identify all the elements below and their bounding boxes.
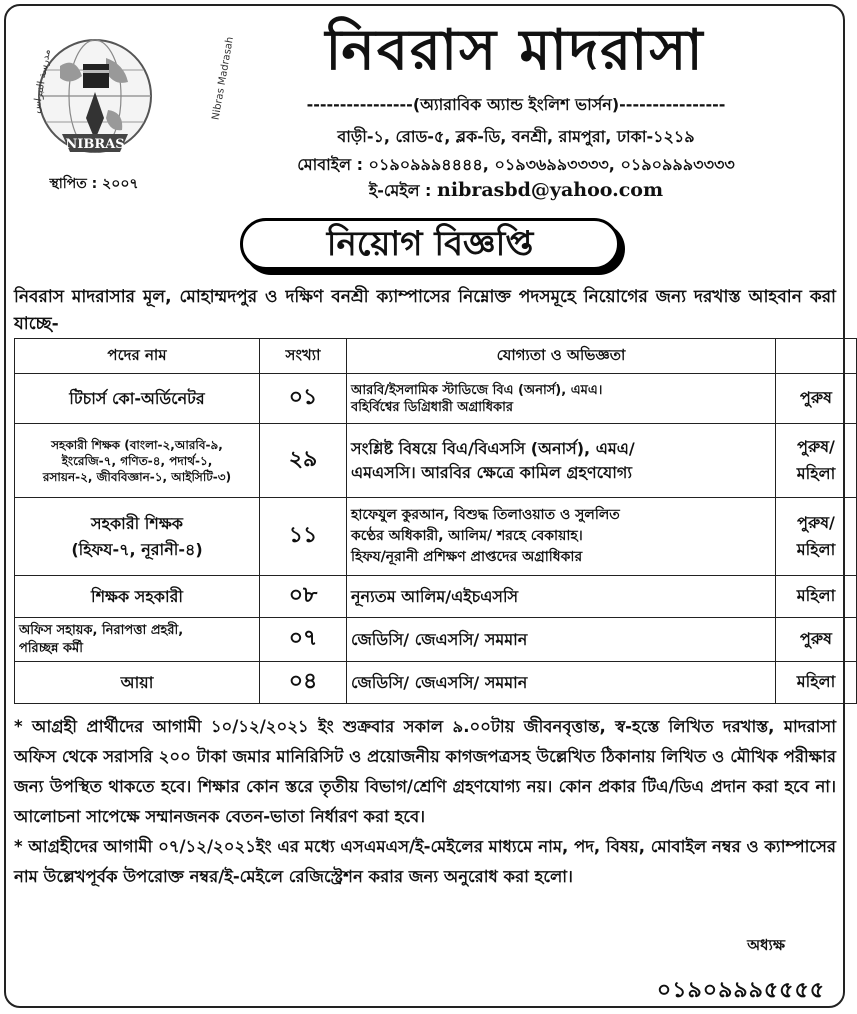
note-paragraph: * আগ্রহী প্রার্থীদের আগামী ১০/১২/২০২১ ইং শুক্রবার সকাল ৯.০০টায় জীবনবৃত্তান্ত, স্ব-হস্তে লিখিত দরখাস্ত, মাদরাসা অফিস থেকে সরাসরি ২০০ টাকা জমার মানিরিসিট ও প্রয়োজনীয় কাগজপত্রসহ উল্লেখিত ঠিকানায় লিখিত ও মৌখিক পরীক্ষার জন্য উপস্থিত থাকতে হবে। শিক্ষার কোন স্তরে তৃতীয় বিভাগ/শ্রেণি গ্রহণযোগ্য নয়। কোন প্রকার টিএ/ডিএ প্রদান করা হবে না। আলোচনা সাপেক্ষে সম্মানজনক বেতন-ভাতা নির্ধারণ করা হবে। <box>14 717 836 826</box>
post-cell: আয়া <box>15 662 260 704</box>
gender-cell: পুরুষ/ মহিলা <box>776 498 857 576</box>
version-subtitle: ----------------(অ্যারাবিক অ্যান্ড ইংলিশ ভার্সন)---------------- <box>306 95 726 114</box>
qualification-cell: হাফেযুল কুরআন, বিশুদ্ধ তিলাওয়াত ও সুললিত কণ্ঠের অধিকারী, আলিম/ শরহে বেকায়াহ। হিফয/নূরানী প্রশিক্ষণ প্রাপ্তদের অগ্রাধিকার <box>347 498 776 576</box>
table-header-row <box>15 339 857 374</box>
gender-cell: পুরুষ <box>776 618 857 662</box>
table-row <box>15 424 857 498</box>
mobile-numbers: মোবাইল : ০১৯০৯৯৯৪৪৪৪, ০১৯৩৬৯৯৩৩৩৩, ০১৯০৯৯৯৩৩৩৩ <box>297 155 735 174</box>
nibras-logo <box>20 26 236 176</box>
table-row <box>15 662 857 704</box>
gender-cell: মহিলা <box>776 576 857 618</box>
post-cell: অফিস সহায়ক, নিরাপত্তা প্রহরী, পরিচ্ছন্ন কর্মী <box>15 618 260 662</box>
qualification-cell: সংশ্লিষ্ট বিষয়ে বিএ/বিএসসি (অনার্স), এমএ/ এমএসসি। আরবির ক্ষেত্রে কামিল গ্রহণযোগ্য <box>347 424 776 498</box>
count-cell: ০১ <box>260 374 347 424</box>
count-cell: ০৮ <box>260 576 347 618</box>
post-cell: শিক্ষক সহকারী <box>15 576 260 618</box>
logo-ribbon: NIBRAS <box>65 137 125 152</box>
header-post: পদের নাম <box>15 339 260 374</box>
header-count: সংখ্যা <box>260 339 347 374</box>
gender-cell: পুরুষ/ মহিলা <box>776 424 857 498</box>
institution-title: নিবরাস মাদরাসা <box>325 17 705 83</box>
qualification-cell: জেডিসি/ জেএসসি/ সমমান <box>347 662 776 704</box>
post-cell: সহকারী শিক্ষক (হিফয-৭, নূরানী-৪) <box>15 498 260 576</box>
count-cell: ০৪ <box>260 662 347 704</box>
kaaba-icon <box>83 64 109 88</box>
table-row <box>15 374 857 424</box>
vacancy-table <box>14 338 857 704</box>
signatory-phone: ০১৯০৯৯৯৫৫৫৫ <box>656 978 825 1003</box>
logo-side-text: Nibras Madrasah <box>210 35 236 121</box>
count-cell: ২৯ <box>260 424 347 498</box>
note-paragraph: * আগ্রহীদের আগামী ০৭/১২/২০২১ইং এর মধ্যে এসএমএস/ই-মেইলের মাধ্যমে নাম, পদ, বিষয়, মোবাইল নম্বর ও ক্যাম্পাসের নাম উল্লেখপূর্বক উপরোক্ত নম্বর/ই-মেইলে রেজিস্ট্রেশন করার জন্য অনুরোধ করা হলো। <box>14 837 836 886</box>
post-cell: সহকারী শিক্ষক (বাংলা-২,আরবি-৯, ইংরেজি-৭, গণিত-৪, পদার্থ-১, রসায়ন-২, জীববিজ্ঞান-১, আইসিটি-৩) <box>15 424 260 498</box>
qualification-cell: জেডিসি/ জেএসসি/ সমমান <box>347 618 776 662</box>
gender-cell: মহিলা <box>776 662 857 704</box>
founded-year: স্থাপিত : ২০০৭ <box>49 176 139 192</box>
header-qualification: যোগ্যতা ও অভিজ্ঞতা <box>347 339 776 374</box>
qualification-cell: নূন্যতম আলিম/এইচএসসি <box>347 576 776 618</box>
header-gender <box>776 339 857 374</box>
count-cell: ০৭ <box>260 618 347 662</box>
post-cell: টিচার্স কো-অর্ডিনেটর <box>15 374 260 424</box>
signatory-role: অধ্যক্ষ <box>747 936 785 954</box>
qualification-cell: আরবি/ইসলামিক স্টাডিজে বিএ (অনার্স), এমএ। বহির্বিশ্বের ডিগ্রিধারী অগ্রাধিকার <box>347 374 776 424</box>
email-label: ই-মেইল : <box>368 181 438 200</box>
table-row <box>15 498 857 576</box>
email-line <box>196 178 836 205</box>
notice-title: নিয়োগ বিজ্ঞপ্তি <box>240 218 620 270</box>
gender-cell: পুরুষ <box>776 374 857 424</box>
count-cell: ১১ <box>260 498 347 576</box>
intro-text: নিবরাস মাদরাসার মূল, মোহাম্মদপুর ও দক্ষিণ বনশ্রী ক্যাম্পাসের নিম্নোক্ত পদসমূহে নিয়োগের জন্য দরখাস্ত আহবান করা যাচ্ছে- <box>14 287 836 334</box>
email-address: nibrasbd@yahoo.com <box>437 179 664 201</box>
table-row <box>15 618 857 662</box>
notes-section <box>14 712 836 892</box>
table-row <box>15 576 857 618</box>
signature-block <box>657 934 825 1010</box>
address: বাড়ী-১, রোড-৫, ব্লক-ডি, বনশ্রী, রামপুরা, ঢাকা-১২১৯ <box>337 127 695 146</box>
logo-arabic-text: مدرسة النبراس <box>30 48 53 115</box>
